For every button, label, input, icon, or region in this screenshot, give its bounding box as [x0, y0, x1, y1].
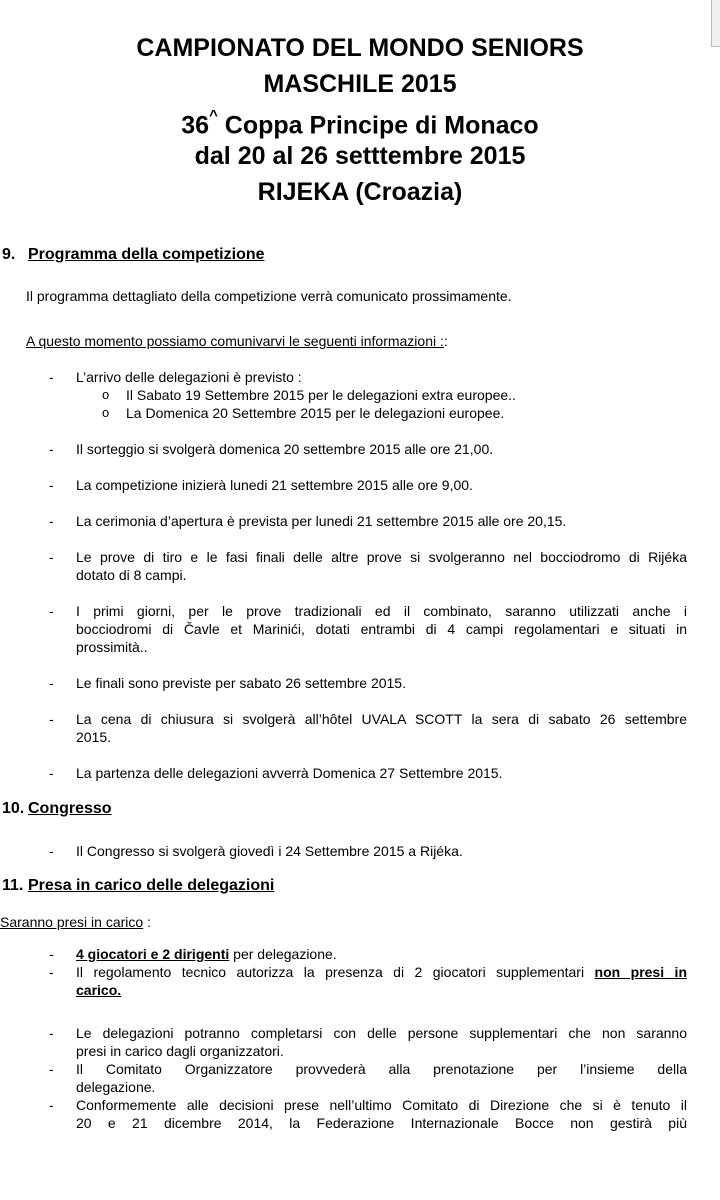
document-title [0, 30, 720, 210]
section-11-lead [0, 913, 151, 931]
title-cup-name: Coppa Principe di Monaco [217, 111, 539, 140]
section-9-number: 9. [2, 246, 16, 263]
list-item-line: I primi giorni, per le prove tradizionali ed il combinato, saranno utilizzati anche i [76, 603, 687, 619]
section-9-intro: Il programma dettagliato della competizione verrà comunicato prossimamente. [26, 288, 512, 304]
list-dash: - [49, 603, 54, 619]
info-lead-tail: : [443, 333, 448, 349]
list-item-line [76, 963, 687, 981]
list-item-line: Le delegazioni potranno completarsi con delle persone supplementari che non saranno [76, 1025, 687, 1041]
section-9-info-lead [26, 332, 448, 350]
list-item-text: Il sorteggio si svolgerà domenica 20 settembre 2015 alle ore 21,00. [76, 441, 494, 457]
list-item-text [76, 710, 687, 746]
list-dash: - [49, 1061, 54, 1077]
emphasis-text: 4 giocatori e 2 dirigenti [76, 946, 230, 962]
list-item-text [76, 1060, 687, 1096]
section-10-number: 10. [2, 800, 25, 817]
list-dash: - [49, 843, 54, 859]
circle-bullet-icon: o [102, 405, 110, 420]
list-dash: - [49, 441, 54, 457]
list-item-text: La cerimonia d’apertura è prevista per lunedi 21 settembre 2015 alle ore 20,15. [76, 513, 567, 529]
circle-bullet-icon: o [102, 387, 110, 402]
list-item-line: Conformemente alle decisioni prese nell’ultimo Comitato di Direzione che si è tenuto il [76, 1097, 687, 1113]
title-line-1: CAMPIONATO DEL MONDO SENIORS [136, 34, 584, 62]
list-item-line: dotato di 8 campi. [76, 567, 187, 583]
list-item-line: presi in carico dagli organizzatori. [76, 1043, 284, 1059]
list-item-text: Le finali sono previste per sabato 26 settembre 2015. [76, 675, 406, 691]
sub-item-text: Il Sabato 19 Settembre 2015 per le delegazioni extra europee.. [126, 387, 516, 403]
section-11-number: 11. [2, 877, 24, 894]
list-item-text [76, 1096, 687, 1132]
plain-text: per delegazione. [229, 946, 337, 962]
title-line-4: dal 20 al 26 setttembre 2015 [194, 142, 526, 170]
list-item-text: L’arrivo delle delegazioni è previsto : [76, 369, 302, 385]
list-dash: - [49, 477, 54, 493]
list-item-line: 20 e 21 dicembre 2014, la Federazione Internazionale Bocce non gestirà più [76, 1115, 687, 1131]
list-dash: - [49, 711, 54, 727]
list-dash: - [49, 1097, 54, 1113]
list-item-text: La partenza delle delegazioni avverrà Domenica 27 Settembre 2015. [76, 765, 503, 781]
list-dash: - [49, 765, 54, 781]
list-item-line: 2015. [76, 729, 112, 745]
list-item-line: carico. [76, 982, 122, 998]
list-dash: - [49, 675, 54, 691]
title-line-3 [0, 102, 720, 138]
section-11-heading [0, 876, 274, 896]
list-item-text [76, 1024, 687, 1060]
title-line-2: MASCHILE 2015 [263, 70, 457, 98]
list-dash: - [49, 964, 54, 980]
sub-item-text: La Domenica 20 Settembre 2015 per le delegazioni europee. [126, 405, 505, 421]
list-item-text [76, 963, 687, 999]
title-edition-number: 36 [181, 111, 210, 140]
list-dash: - [49, 513, 54, 529]
list-dash: - [49, 549, 54, 565]
section-10-title: Congresso [28, 800, 112, 817]
plain-text: Il regolamento tecnico autorizza la presenza di 2 giocatori supplementari [76, 964, 595, 980]
section-10-heading [0, 799, 112, 819]
list-item-text [76, 945, 687, 963]
list-dash: - [49, 1025, 54, 1041]
list-item-line: delegazione. [76, 1079, 156, 1095]
section-9-title: Programma della competizione [28, 246, 265, 263]
list-item-text [76, 548, 687, 584]
list-item-text: Il Congresso si svolgerà giovedì i 24 Settembre 2015 a Rijéka. [76, 843, 463, 859]
list-item-text: La competizione inizierà lunedi 21 settembre 2015 alle ore 9,00. [76, 477, 473, 493]
emphasis-text: non presi in [594, 964, 687, 980]
list-item-line: Il Comitato Organizzatore provvederà alla prenotazione per l’insieme della [76, 1061, 687, 1077]
lead-tail: : [143, 914, 151, 930]
title-edition-sup: ^ [209, 107, 218, 124]
list-item-line: bocciodromi di Čavle et Marinići, dotati entrambi di 4 campi regolamentari e situati in [76, 621, 687, 637]
section-11-title: Presa in carico delle delegazioni [28, 877, 275, 894]
title-line-5: RIJEKA (Croazia) [257, 178, 463, 206]
lead-text: Saranno presi in carico [0, 914, 144, 930]
list-item-line: La cena di chiusura si svolgerà all’hôtel UVALA SCOTT la sera di sabato 26 settembre [76, 711, 687, 727]
list-item-line: Le prove di tiro e le fasi finali delle altre prove si svolgeranno nel bocciodromo di Rijéka [76, 549, 687, 565]
section-9-heading [0, 245, 265, 265]
info-lead-text: A questo momento possiamo comunivarvi le seguenti informazioni : [26, 333, 444, 349]
list-item-text [76, 602, 687, 656]
list-dash: - [49, 369, 54, 385]
list-dash: - [49, 946, 54, 962]
list-item-line: prossimità.. [76, 639, 148, 655]
